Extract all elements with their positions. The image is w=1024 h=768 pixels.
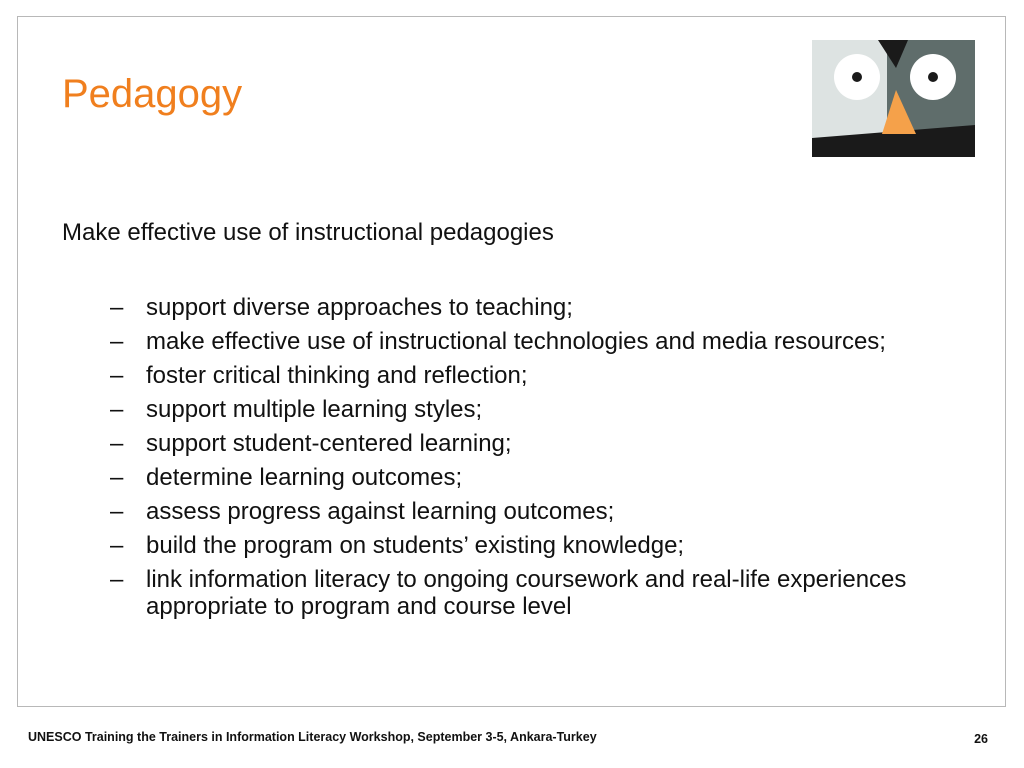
bullet-text: foster critical thinking and reflection; [146,362,528,389]
bullet-item [110,328,910,355]
owl-logo-icon [812,40,975,157]
logo-left-pupil [852,72,862,82]
bullet-marker: – [110,566,124,593]
bullet-text: build the program on students’ existing knowledge; [146,532,685,559]
bullet-marker: – [110,464,124,491]
bullet-list [110,294,910,627]
footer-text: UNESCO Training the Trainers in Information Literacy Workshop, September 3-5, Ankara-Turkey [28,730,597,744]
bullet-text: support student-centered learning; [146,430,512,457]
bullet-marker: – [110,430,124,457]
slide-title: Pedagogy [62,72,243,116]
bullet-item [110,362,910,389]
bullet-item [110,464,910,491]
bullet-marker: – [110,498,124,525]
bullet-item [110,498,910,525]
bullet-item [110,396,910,423]
lead-text: Make effective use of instructional pedagogies [62,219,554,246]
bullet-text: support multiple learning styles; [146,396,483,423]
bullet-item [110,566,910,620]
bullet-text: link information literacy to ongoing coursework and real-life experiences appropriate to program and course level [146,566,907,620]
bullet-text: support diverse approaches to teaching; [146,294,573,321]
bullet-marker: – [110,362,124,389]
bullet-item [110,294,910,321]
bullet-marker: – [110,328,124,355]
bullet-item [110,430,910,457]
bullet-text: make effective use of instructional technologies and media resources; [146,328,886,355]
bullet-item [110,532,910,559]
bullet-marker: – [110,532,124,559]
bullet-marker: – [110,294,124,321]
logo-right-pupil [928,72,938,82]
page-number: 26 [974,732,988,746]
bullet-marker: – [110,396,124,423]
bullet-text: assess progress against learning outcomes; [146,498,615,525]
bullet-text: determine learning outcomes; [146,464,463,491]
